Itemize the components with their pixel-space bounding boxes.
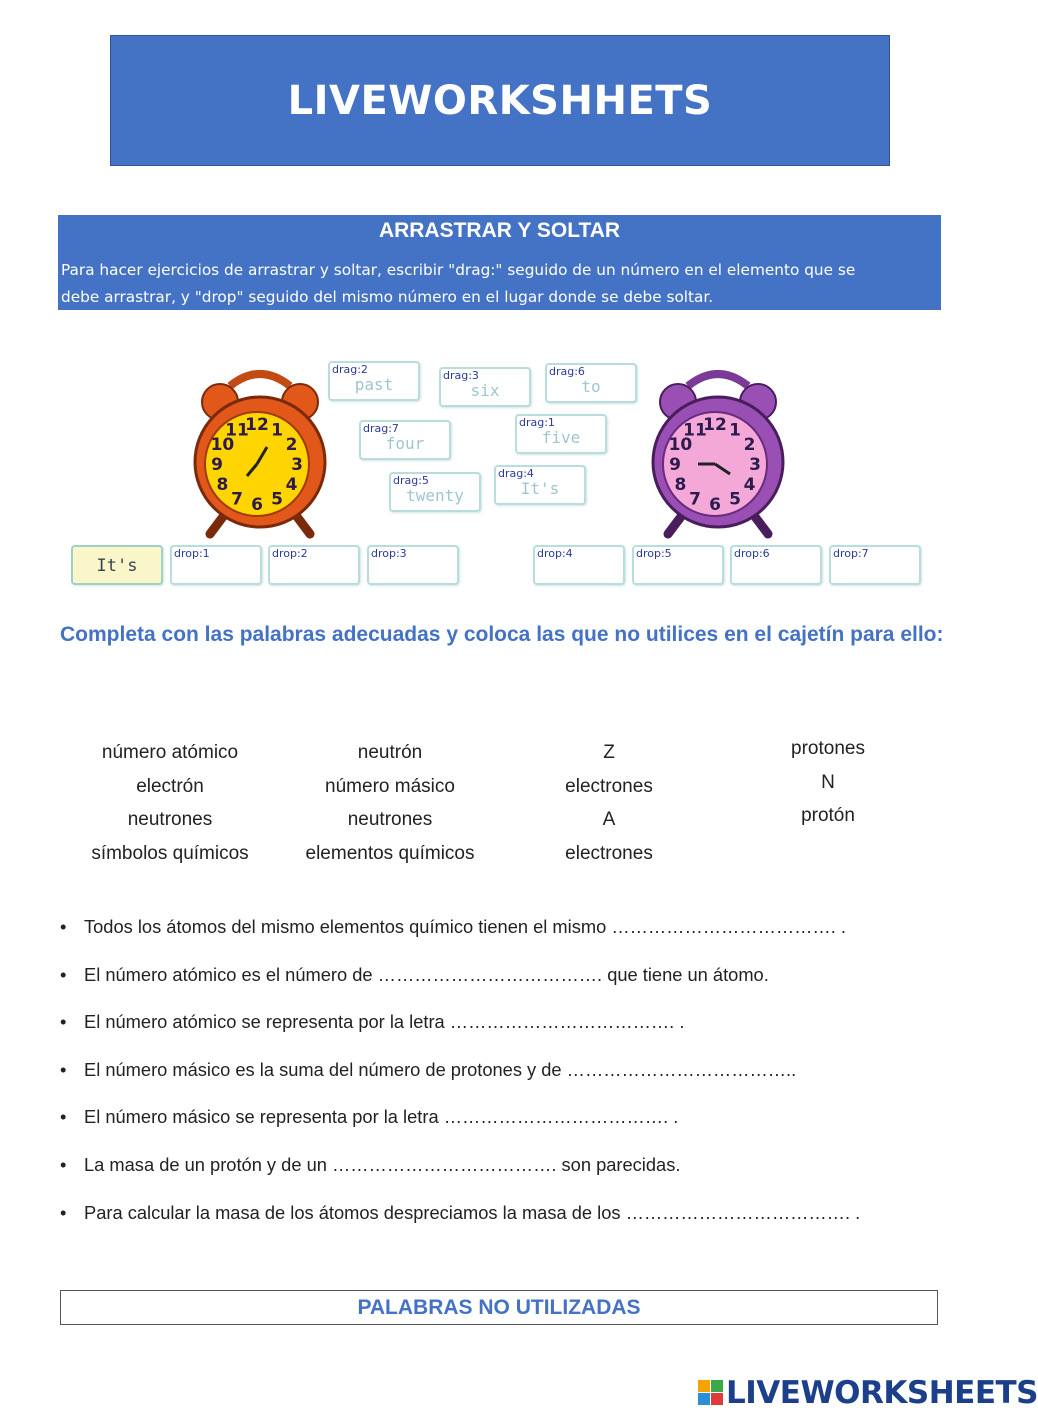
bullet-icon: • [60, 1201, 67, 1223]
drag-tag: drag:4 [498, 467, 534, 480]
bullet-icon: • [60, 1058, 67, 1080]
alarm-clock-purple-icon [648, 364, 788, 544]
drag-tile-five[interactable] [515, 414, 607, 454]
bank-word: elementos químicos [305, 842, 475, 864]
drag-tag: drag:2 [332, 363, 368, 376]
clock-numeral: 7 [231, 489, 243, 510]
bank-word: símbolos químicos [91, 842, 249, 864]
word-bank-col-3 [500, 736, 718, 870]
drop-zone-1[interactable] [170, 545, 262, 585]
bank-word: electrones [565, 775, 653, 797]
bullet-icon: • [60, 1106, 67, 1128]
sentence-item [60, 912, 950, 960]
clock-numeral: 2 [285, 435, 298, 455]
clock-numeral: 6 [251, 495, 263, 515]
drag-tile-twenty[interactable] [389, 472, 481, 512]
bank-word: Z [603, 742, 615, 763]
drag-word: six [470, 381, 500, 400]
sentence-text: La masa de un protón y de un ………………………………. son parecidas. [84, 1153, 681, 1175]
clock-numeral: 7 [689, 489, 701, 510]
drop-tag: drop:3 [371, 547, 407, 560]
drag-tile-past[interactable] [328, 361, 420, 401]
clock-numeral: 5 [271, 489, 283, 510]
drop-zone-6[interactable] [730, 545, 822, 585]
sentence-text: Todos los átomos del mismo elementos químico tienen el mismo ………………………………. . [84, 916, 846, 937]
drag-tile-to[interactable] [545, 363, 637, 403]
title-banner [110, 35, 890, 166]
drop-tag: drop:7 [833, 547, 869, 560]
clock-numeral: 1 [271, 420, 283, 441]
word-bank [60, 736, 940, 876]
drag-tag: drag:1 [519, 416, 555, 429]
instructions-line-2: debe arrastrar, y "drop" seguido del mismo número en el lugar donde se debe soltar. [61, 288, 714, 306]
bank-word: número másico [325, 775, 455, 797]
clock-numeral: 12 [245, 415, 269, 435]
clock-numeral: 11 [683, 420, 707, 441]
sentence-item [60, 1007, 950, 1055]
clock-numeral: 3 [749, 455, 761, 475]
drag-tile-its[interactable] [494, 465, 586, 505]
drag-word: past [354, 375, 394, 394]
clock-numeral: 4 [285, 475, 298, 495]
bank-word: protón [801, 805, 855, 826]
sentence-item [60, 1198, 950, 1246]
answer-start-word: It's [96, 556, 138, 576]
alarm-clock-orange-icon [190, 364, 330, 544]
bank-word: electrón [136, 775, 204, 797]
bullet-icon: • [60, 916, 67, 937]
drop-tag: drop:2 [272, 547, 308, 560]
word-bank-col-1 [60, 736, 280, 870]
banner-title: LIVEWORKSHHETS [287, 77, 713, 124]
clock-numeral: 8 [216, 475, 229, 495]
clock-numeral: 8 [674, 475, 687, 495]
bullet-icon: • [60, 1011, 67, 1033]
drag-word: It's [520, 479, 560, 498]
clock-numeral: 5 [729, 489, 741, 510]
sentence-item [60, 960, 950, 1008]
drop-zone-5[interactable] [632, 545, 724, 585]
bank-word: A [602, 809, 616, 830]
drag-word: to [581, 377, 601, 396]
unused-words-box[interactable] [60, 1290, 938, 1325]
bank-word: neutrones [127, 809, 213, 830]
drag-tag: drag:3 [443, 369, 479, 382]
bank-word: número atómico [101, 742, 239, 763]
instructions-body [61, 257, 931, 311]
drag-tile-six[interactable] [439, 367, 531, 407]
answer-start-its [71, 545, 163, 585]
clock-numeral: 3 [291, 455, 303, 475]
sentence-text: El número másico es la suma del número de protones y de ……………………………….. [84, 1058, 797, 1080]
logo-text: LIVEWORKSHEETS [726, 1375, 1038, 1411]
sentence-text: El número atómico es el número de ………………………………. que tiene un átomo. [84, 963, 769, 985]
drag-drop-scene [58, 348, 942, 598]
unused-words-label: PALABRAS NO UTILIZADAS [357, 1296, 641, 1319]
bank-word: N [821, 771, 835, 793]
word-bank-col-2 [280, 736, 500, 870]
bank-word: electrones [565, 842, 653, 864]
drop-tag: drop:4 [537, 547, 573, 560]
bank-word: neutrones [347, 809, 433, 830]
sentence-item [60, 1150, 950, 1198]
drag-word: five [541, 428, 581, 447]
instructions-panel [58, 215, 941, 310]
clock-numeral: 1 [729, 420, 741, 441]
drop-tag: drop:5 [636, 547, 672, 560]
clock-numeral: 4 [743, 475, 756, 495]
clock-numeral: 10 [210, 435, 235, 455]
drag-tag: drag:6 [549, 365, 585, 378]
word-bank-col-4 [718, 732, 938, 833]
drag-word: four [385, 434, 425, 453]
bank-word: protones [791, 738, 865, 759]
sentence-text: El número atómico se representa por la letra ………………………………. . [84, 1011, 685, 1033]
drag-tag: drag:5 [393, 474, 429, 487]
sentence-text: El número másico se representa por la letra ………………………………. . [84, 1106, 679, 1128]
clock-numeral: 6 [709, 495, 721, 515]
instructions-heading: ARRASTRAR Y SOLTAR [378, 219, 621, 242]
drag-tile-four[interactable] [359, 420, 451, 460]
drop-zone-7[interactable] [829, 545, 921, 585]
drop-tag: drop:6 [734, 547, 770, 560]
drop-zone-4[interactable] [533, 545, 625, 585]
drop-zone-2[interactable] [268, 545, 360, 585]
drop-tag: drop:1 [174, 547, 210, 560]
clock-numeral: 2 [743, 435, 756, 455]
drop-zone-3[interactable] [367, 545, 459, 585]
clock-numeral: 10 [668, 435, 693, 455]
liveworksheets-logo [698, 1376, 1038, 1410]
lws-blocks-icon [698, 1380, 724, 1406]
task-prompt: Completa con las palabras adecuadas y coloca las que no utilices en el cajetín para ello: [60, 623, 944, 646]
bullet-icon: • [60, 1153, 67, 1175]
clock-numeral: 12 [703, 415, 727, 435]
drag-word: twenty [406, 486, 464, 505]
sentence-item [60, 1102, 950, 1150]
drag-tag: drag:7 [363, 422, 399, 435]
instructions-line-1: Para hacer ejercicios de arrastrar y soltar, escribir "drag:" seguido de un número en el elemento que se [61, 261, 856, 279]
clock-numeral: 11 [225, 420, 249, 441]
sentence-text: Para calcular la masa de los átomos despreciamos la masa de los ………………………………. . [84, 1201, 861, 1223]
sentence-item [60, 1055, 950, 1103]
bullet-icon: • [60, 963, 67, 985]
sentence-list [60, 912, 950, 1245]
clock-numeral: 9 [669, 455, 681, 475]
bank-word: neutrón [357, 742, 423, 763]
clock-numeral: 9 [211, 455, 223, 475]
